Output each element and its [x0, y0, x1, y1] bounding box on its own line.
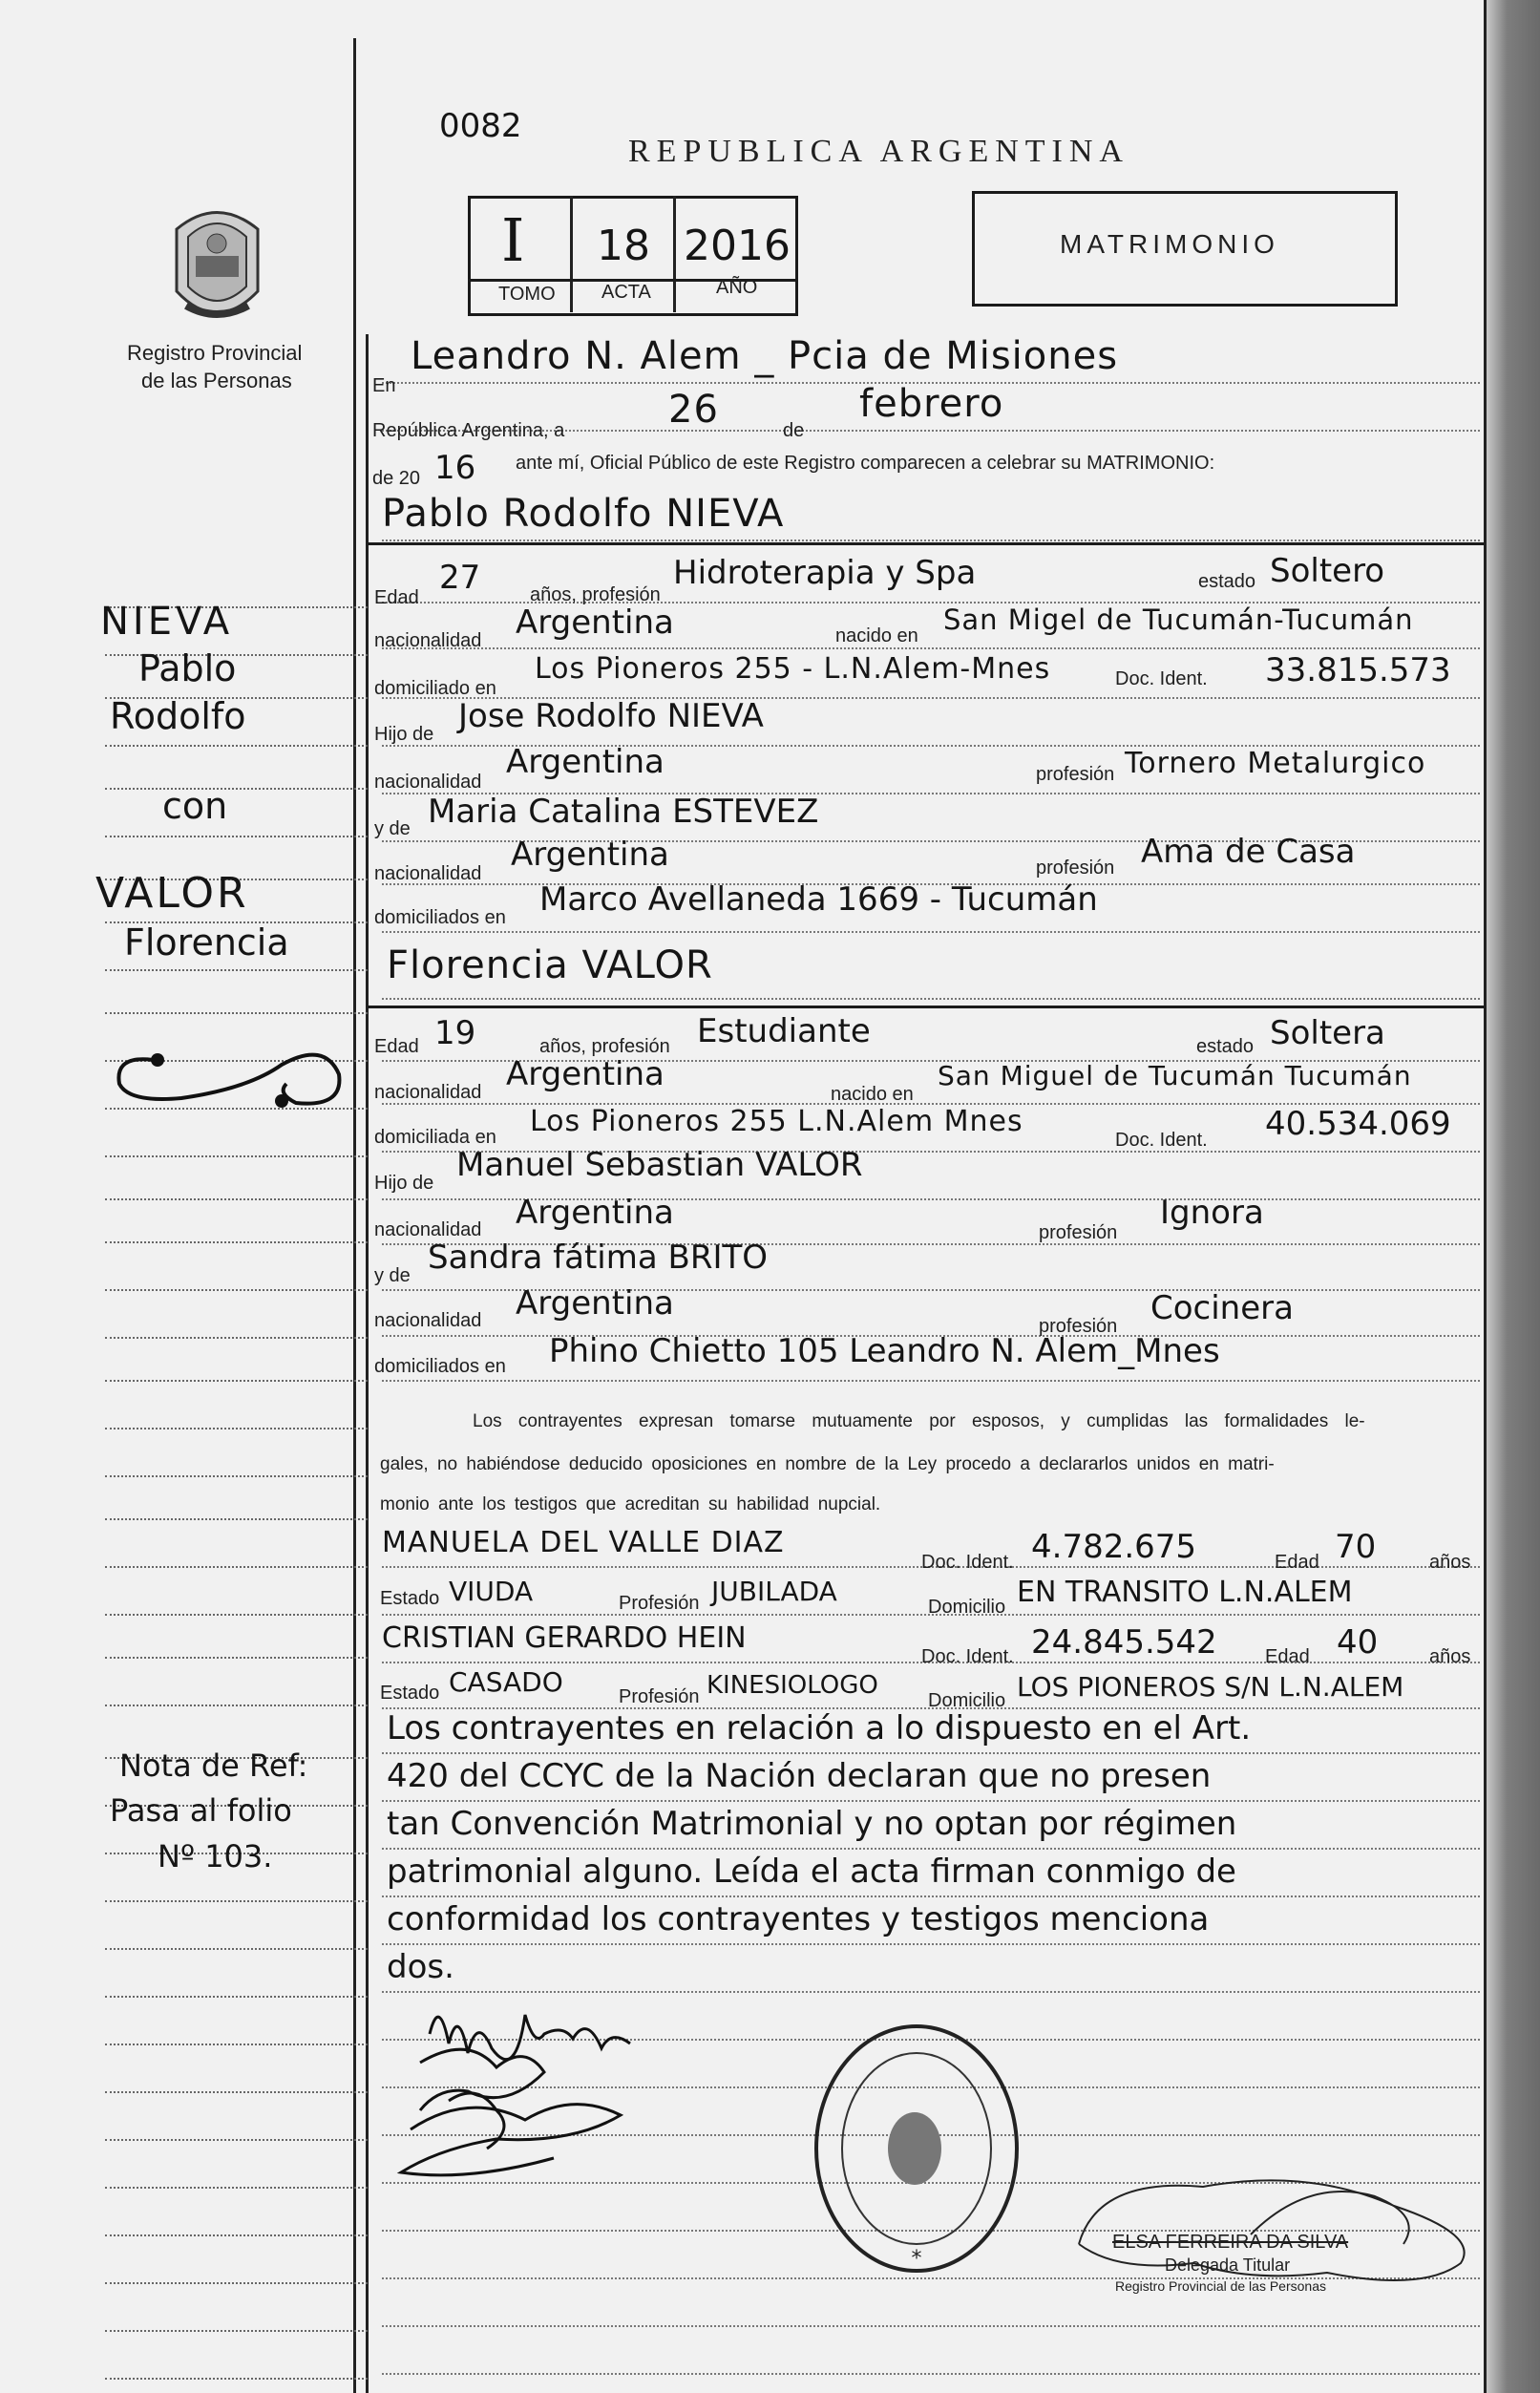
margin-rule-5 [105, 788, 368, 790]
w2-estado-label: Estado [380, 1683, 440, 1704]
margin-rule-38 [105, 2330, 368, 2332]
margin-rule-14 [105, 1198, 368, 1200]
w2-age: 40 [1337, 1623, 1379, 1662]
margin-rule-20 [105, 1475, 368, 1477]
rule-note-4 [382, 1895, 1480, 1897]
note-line6: dos. [387, 1948, 454, 1986]
bride-doc-label: Doc. Ident. [1115, 1130, 1208, 1151]
margin-rule-34 [105, 2139, 368, 2141]
margin-rule-17 [105, 1337, 368, 1339]
margin-bride-surname: VALOR [95, 869, 249, 918]
bride-father-prof-label: profesión [1039, 1222, 1118, 1243]
margin-rule-9 [105, 969, 368, 971]
bride-estado-label: estado [1196, 1036, 1255, 1057]
box-divider-1 [570, 196, 573, 312]
groom-nacido-label: nacido en [835, 625, 918, 646]
declaration-line2: gales, no habiéndose deducido oposiciones en nombre de la Ley procedo a declararlos unidos en matri- [380, 1454, 1275, 1474]
tomo-value: I [501, 205, 525, 275]
margin-rule-19 [105, 1428, 368, 1429]
w2-edad-label: Edad [1265, 1646, 1310, 1667]
groom-domiciliados-label: domiciliados en [374, 907, 506, 928]
rule-note-5 [382, 1943, 1480, 1945]
rule-note-1 [382, 1752, 1480, 1754]
margin-note2: Pasa al folio [110, 1792, 292, 1829]
groom-edad-label: Edad [374, 587, 419, 608]
republic-label: República Argentina, a [372, 420, 565, 441]
groom-nac-label: nacionalidad [374, 630, 482, 651]
svg-text:*: * [911, 2247, 922, 2271]
bride-mother-profession: Cocinera [1150, 1289, 1294, 1327]
bride-address: Los Pioneros 255 L.N.Alem Mnes [530, 1105, 1023, 1138]
groom-father: Jose Rodolfo NIEVA [458, 697, 764, 735]
bride-mother-nationality: Argentina [516, 1284, 674, 1323]
margin-rule-39 [105, 2378, 368, 2380]
groom-estado: Soltero [1270, 552, 1385, 590]
bride-domiciliada-label: domiciliada en [374, 1127, 496, 1148]
w1-age: 70 [1335, 1528, 1377, 1566]
bride-anos-profesion-label: años, profesión [539, 1036, 670, 1057]
w1-doc-label: Doc. Ident. [921, 1552, 1014, 1573]
bride-hijo-label: Hijo de [374, 1173, 434, 1194]
content-left-rule [366, 334, 369, 2393]
month: febrero [859, 382, 1004, 426]
w2-doc: 24.845.542 [1031, 1623, 1217, 1662]
groom-yde-label: y de [374, 818, 411, 839]
day: 26 [668, 388, 719, 432]
w2-domicilio: LOS PIONEROS S/N L.N.ALEM [1017, 1671, 1404, 1703]
registry-name-line1: Registro Provincial [127, 341, 303, 365]
bride-father: Manuel Sebastian VALOR [456, 1146, 863, 1184]
margin-rule-23 [105, 1614, 368, 1616]
groom-hijo-label: Hijo de [374, 724, 434, 745]
margin-rule-33 [105, 2091, 368, 2093]
margin-groom-second: Rodolfo [110, 695, 246, 737]
official-name: ELSA FERREIRA DA SILVA [1112, 2232, 1349, 2253]
bride-parents-address: Phino Chietto 105 Leandro N. Alem_Mnes [549, 1332, 1220, 1370]
groom-mother-profession: Ama de Casa [1141, 833, 1356, 871]
margin-rule-13 [105, 1155, 368, 1157]
bride-mother-prof-label: profesión [1039, 1316, 1118, 1337]
bride-nacido-label: nacido en [831, 1084, 914, 1105]
intro-statement: ante mí, Oficial Público de este Registro comparecen a celebrar su MATRIMONIO: [516, 453, 1215, 474]
margin-note3: Nº 103. [158, 1838, 273, 1874]
bride-domiciliados-label: domiciliados en [374, 1356, 506, 1377]
margin-rule-29 [105, 1900, 368, 1902]
w1-domicilio: EN TRANSITO L.N.ALEM [1017, 1576, 1353, 1609]
bride-separator [368, 1006, 1485, 1008]
declaration-line1: Los contrayentes expresan tomarse mutuamente por esposos, y cumplidas las formalidades le- [473, 1411, 1365, 1431]
groom-address: Los Pioneros 255 - L.N.Alem-Mnes [535, 652, 1051, 686]
groom-mother: Maria Catalina ESTEVEZ [428, 793, 819, 831]
groom-mother-prof-label: profesión [1036, 858, 1115, 879]
en-label: En [372, 375, 396, 396]
rule-blank-7 [382, 2325, 1480, 2327]
w1-profesion-label: Profesión [619, 1593, 700, 1614]
margin-rule-37 [105, 2282, 368, 2284]
groom-mother-nac-label: nacionalidad [374, 863, 482, 884]
w2-estado: CASADO [449, 1666, 563, 1698]
note-line4: patrimonial alguno. Leída el acta firman conmigo de [387, 1853, 1236, 1891]
groom-doc-label: Doc. Ident. [1115, 668, 1208, 689]
anio-value: 2016 [684, 222, 791, 270]
w1-doc: 4.782.675 [1031, 1528, 1197, 1566]
w2-anos-label: años [1429, 1646, 1471, 1667]
record-type: MATRIMONIO [1060, 229, 1279, 259]
declaration-line3: monio ante los testigos que acreditan su habilidad nupcial. [380, 1494, 881, 1514]
rule-groom-parents-address [382, 931, 1480, 933]
margin-rule-21 [105, 1518, 368, 1520]
acta-label: ACTA [601, 282, 651, 303]
margin-rule-4 [105, 745, 368, 747]
bride-father-nationality: Argentina [516, 1194, 674, 1232]
w1-edad-label: Edad [1275, 1552, 1319, 1573]
rule-note-2 [382, 1800, 1480, 1802]
place: Leandro N. Alem _ Pcia de Misiones [411, 334, 1119, 378]
margin-rule-24 [105, 1657, 368, 1659]
registry-seal [167, 201, 267, 329]
bride-mother: Sandra fátima BRITO [428, 1239, 769, 1277]
bride-mother-nac-label: nacionalidad [374, 1310, 482, 1331]
bride-doc: 40.534.069 [1265, 1105, 1451, 1143]
margin-bride-first: Florencia [124, 921, 289, 964]
rule-note-3 [382, 1848, 1480, 1850]
bride-yde-label: y de [374, 1265, 411, 1286]
margin-rule-25 [105, 1705, 368, 1706]
w1-anos-label: años [1429, 1552, 1471, 1573]
bride-name: Florencia VALOR [387, 943, 713, 987]
de-label: de [783, 420, 805, 441]
groom-father-nac-label: nacionalidad [374, 772, 482, 793]
registry-name-line2: de las Personas [141, 369, 292, 392]
w1-estado-label: Estado [380, 1588, 440, 1609]
groom-birthplace: San Migel de Tucumán-Tucumán [943, 604, 1414, 636]
margin-signature [105, 1036, 353, 1122]
margin-rule-18 [105, 1380, 368, 1382]
note-line5: conformidad los contrayentes y testigos menciona [387, 1900, 1210, 1938]
groom-parents-address: Marco Avellaneda 1669 - Tucumán [539, 880, 1098, 919]
bride-birthplace: San Miguel de Tucumán Tucumán [938, 1060, 1412, 1091]
tomo-label: TOMO [498, 284, 556, 305]
w2-profesion-label: Profesión [619, 1686, 700, 1707]
groom-anos-profesion-label: años, profesión [530, 584, 661, 605]
year-prefix: de 20 [372, 468, 421, 489]
right-rule [1484, 0, 1487, 2393]
country-title: REPUBLICA ARGENTINA [628, 134, 1129, 169]
bride-profession: Estudiante [697, 1012, 871, 1050]
rule-groom-name [382, 540, 1480, 541]
margin-rule-35 [105, 2187, 368, 2189]
bride-nationality: Argentina [506, 1055, 665, 1093]
margin-rule-31 [105, 1996, 368, 1998]
groom-age: 27 [439, 559, 481, 597]
groom-doc: 33.815.573 [1265, 651, 1451, 689]
groom-nationality: Argentina [516, 604, 674, 642]
groom-domiciliado-label: domiciliado en [374, 678, 496, 699]
signatures [382, 1977, 707, 2206]
bride-estado: Soltera [1270, 1014, 1385, 1052]
page-edge-shadow [1485, 0, 1540, 2393]
note-line1: Los contrayentes en relación a lo dispuesto en el Art. [387, 1709, 1252, 1747]
bride-age: 19 [434, 1014, 476, 1052]
w2-domicilio-label: Domicilio [928, 1690, 1006, 1711]
w1-name: MANUELA DEL VALLE DIAZ [382, 1526, 785, 1559]
official-office: Registro Provincial de las Personas [1115, 2278, 1326, 2294]
bride-nac-label: nacionalidad [374, 1082, 482, 1103]
margin-groom-surname: NIEVA [100, 600, 234, 644]
note-line3: tan Convención Matrimonial y no optan por régimen [387, 1805, 1237, 1843]
margin-rule-30 [105, 1948, 368, 1950]
official-stamp [802, 2015, 1031, 2282]
rule-bride-parents-address [382, 1380, 1480, 1382]
margin-rule-16 [105, 1289, 368, 1291]
w1-profession: JUBILADA [711, 1576, 837, 1607]
groom-profession: Hidroterapia y Spa [673, 554, 977, 592]
anio-label: AÑO [716, 277, 758, 298]
margin-rule-10 [105, 1012, 368, 1014]
official-title: Delegada Titular [1165, 2255, 1291, 2275]
rule-groom-nat [382, 647, 1480, 649]
bride-father-nac-label: nacionalidad [374, 1219, 482, 1240]
box-divider-2 [673, 196, 676, 312]
groom-name: Pablo Rodolfo NIEVA [382, 492, 785, 536]
w2-name: CRISTIAN GERARDO HEIN [382, 1621, 747, 1655]
margin-rule-32 [105, 2044, 368, 2045]
groom-separator [368, 542, 1485, 545]
w2-profession: KINESIOLOGO [707, 1671, 878, 1700]
rule-blank-8 [382, 2373, 1480, 2375]
margin-rule-15 [105, 1241, 368, 1243]
bride-edad-label: Edad [374, 1036, 419, 1057]
groom-father-profession: Tornero Metalurgico [1125, 747, 1426, 780]
note-line2: 420 del CCYC de la Nación declaran que no presen [387, 1757, 1212, 1795]
groom-estado-label: estado [1198, 571, 1256, 592]
margin-rule-6 [105, 836, 368, 837]
margin-con: con [162, 785, 228, 827]
bride-father-profession: Ignora [1160, 1194, 1264, 1232]
year-suffix: 16 [434, 449, 476, 487]
w1-domicilio-label: Domicilio [928, 1597, 1006, 1618]
margin-rule-22 [105, 1566, 368, 1568]
margin-rule-36 [105, 2234, 368, 2236]
groom-mother-nationality: Argentina [511, 836, 669, 874]
w1-estado: VIUDA [449, 1576, 534, 1607]
acta-value: 18 [597, 222, 650, 270]
rule-bride-name [382, 998, 1480, 1000]
left-margin-rule [353, 38, 356, 2393]
record-number: 0082 [439, 107, 522, 145]
groom-father-prof-label: profesión [1036, 764, 1115, 785]
margin-note1: Nota de Ref: [119, 1747, 308, 1784]
w2-doc-label: Doc. Ident. [921, 1646, 1014, 1667]
margin-groom-first: Pablo [138, 647, 237, 689]
groom-father-nationality: Argentina [506, 743, 665, 781]
